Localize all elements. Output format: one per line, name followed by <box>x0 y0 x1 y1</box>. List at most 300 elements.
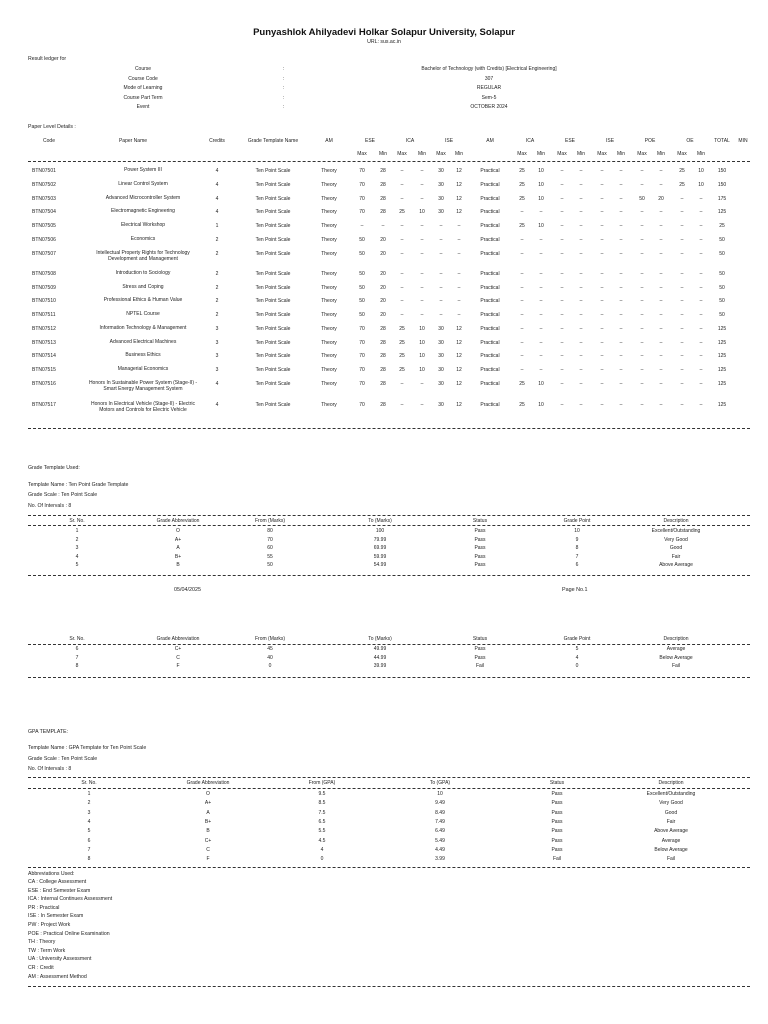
paper-mark: – <box>659 285 663 291</box>
paper-am-2: Practical <box>480 381 500 387</box>
paper-credits: 2 <box>215 271 219 277</box>
paper-name: Intellectual Property Rights for Technology Development and Management <box>96 250 190 262</box>
paper-mark: – <box>420 223 424 229</box>
paper-name: Professional Ethics & Human Value <box>103 297 183 303</box>
gpa-header-cell: Description <box>658 780 684 786</box>
paper-mark: – <box>600 271 604 277</box>
grade-row <box>0 528 768 536</box>
paper-mark: – <box>560 209 564 215</box>
grade-cell: C+ <box>174 646 182 652</box>
paper-mark: – <box>600 237 604 243</box>
paper-mark: – <box>579 381 583 387</box>
paper-mark: 12 <box>456 196 462 202</box>
paper-mark: 70 <box>359 168 365 174</box>
gpa-header-cell: From (GPA) <box>308 780 336 786</box>
grade-cell: 2 <box>75 536 79 543</box>
paper-mark: 10 <box>419 326 425 332</box>
paper-mark: – <box>539 298 543 304</box>
paper-am-2: Practical <box>480 237 500 243</box>
paper-am: Theory <box>321 326 337 332</box>
paper-mark: – <box>699 285 703 291</box>
paper-mark: – <box>400 223 404 229</box>
grade-cell: Very Good <box>664 536 688 543</box>
grade-cell: Pass <box>474 528 486 534</box>
paper-mark: – <box>640 168 644 174</box>
grade-header-cell: Grade Point <box>563 518 591 524</box>
paper-mark: 10 <box>538 168 544 174</box>
grade-cell: 8 <box>575 545 579 552</box>
paper-name: Advanced Electrical Machines <box>109 339 177 345</box>
paper-am-2: Practical <box>480 209 500 215</box>
grade-header-cell: From (Marks) <box>255 518 285 524</box>
paper-mark: – <box>619 209 623 215</box>
gpa-cell: Pass <box>551 809 563 816</box>
paper-am-2: Practical <box>480 285 500 291</box>
gpa-cell: 5.5 <box>318 828 326 835</box>
paper-mark: – <box>439 223 443 229</box>
grade-header-cell: Grade Point <box>563 636 591 642</box>
divider <box>28 525 750 526</box>
gpa-cell: 3.99 <box>435 856 445 863</box>
gpa-cell: 8 <box>87 856 91 863</box>
gpa-cell: 3 <box>87 809 91 816</box>
paper-mark: – <box>560 223 564 229</box>
paper-mark: – <box>600 168 604 174</box>
grade-cell: F <box>176 663 180 670</box>
paper-code: BTN07512 <box>32 326 56 332</box>
gpa-cell: 9.49 <box>435 800 445 807</box>
grade-template-used-label: Grade Template Used: <box>28 465 80 471</box>
grade-cell: 5 <box>575 646 579 652</box>
paper-grade-template: Ten Point Scale <box>255 168 291 174</box>
gpa-cell: 9.5 <box>318 791 326 797</box>
paper-total: 150 <box>717 168 727 174</box>
paper-code: BTN07514 <box>32 353 56 359</box>
paper-mark: 10 <box>419 353 425 359</box>
paper-mark: – <box>640 251 644 257</box>
paper-mark: 50 <box>359 285 365 291</box>
grade-header-cell: Description <box>663 636 689 642</box>
grade-header-cell: Grade Abbreviation <box>156 518 200 524</box>
paper-mark: 30 <box>438 402 444 408</box>
paper-mark: – <box>579 237 583 243</box>
paper-mark: – <box>560 237 564 243</box>
grade-template-name: Template Name : Ten Point Grade Template <box>28 482 129 488</box>
paper-mark: – <box>420 168 424 174</box>
paper-total: 125 <box>717 326 727 332</box>
separator: : <box>283 104 285 110</box>
paper-mark: – <box>400 237 404 243</box>
col-ica: ICA <box>405 138 415 144</box>
paper-mark: – <box>579 367 583 373</box>
paper-mark: – <box>579 340 583 346</box>
divider <box>28 986 750 987</box>
course-info-key: Event <box>136 104 150 110</box>
paper-mark: 25 <box>679 168 685 174</box>
course-info-row <box>0 95 768 104</box>
paper-mark: 12 <box>456 402 462 408</box>
paper-mark: – <box>600 209 604 215</box>
grade-cell: 39.99 <box>373 663 387 670</box>
paper-mark: – <box>539 285 543 291</box>
paper-name: Managerial Economics <box>117 366 169 372</box>
paper-mark: – <box>579 271 583 277</box>
gpa-template-title: GPA TEMPLATE: <box>28 729 69 735</box>
paper-mark: – <box>680 223 684 229</box>
paper-mark: – <box>659 340 663 346</box>
paper-mark: 28 <box>380 209 386 215</box>
divider <box>28 161 750 162</box>
abbreviations-title: Abbreviations Used: <box>28 871 75 877</box>
paper-mark: – <box>699 196 703 202</box>
university-url: URL: sus.ac.in <box>367 39 401 45</box>
paper-mark: – <box>699 237 703 243</box>
grade-cell: 44.99 <box>373 654 387 661</box>
paper-mark: – <box>640 367 644 373</box>
paper-mark: – <box>560 326 564 332</box>
grade-cell: C <box>176 654 180 661</box>
paper-am-2: Practical <box>480 402 500 408</box>
paper-code: BTN07513 <box>32 340 56 346</box>
grade-cell: 50 <box>267 562 273 569</box>
paper-mark: 28 <box>380 196 386 202</box>
paper-mark: – <box>659 237 663 243</box>
max-min-label: Min <box>378 151 388 157</box>
course-info-row <box>0 66 768 75</box>
paper-credits: 2 <box>215 298 219 304</box>
max-min-label: Max <box>557 151 567 157</box>
paper-mark: 30 <box>438 367 444 373</box>
course-info-value: REGULAR <box>476 85 502 91</box>
paper-mark: 10 <box>538 196 544 202</box>
paper-am-2: Practical <box>480 196 500 202</box>
paper-mark: – <box>659 271 663 277</box>
grade-header-cell: From (Marks) <box>255 636 285 642</box>
grade-cell: 5 <box>75 562 79 569</box>
grade-cell: Pass <box>474 553 486 560</box>
paper-code: BTN07502 <box>32 182 56 188</box>
max-min-label: Min <box>536 151 546 157</box>
paper-am: Theory <box>321 168 337 174</box>
paper-mark: – <box>619 196 623 202</box>
paper-am: Theory <box>321 285 337 291</box>
grade-row <box>0 537 768 545</box>
grade-cell: 6 <box>575 562 579 569</box>
paper-name: Business Ethics <box>125 352 161 358</box>
paper-mark: – <box>619 367 623 373</box>
grade-cell: Fair <box>671 553 681 560</box>
paper-grade-template: Ten Point Scale <box>255 223 291 229</box>
paper-credits: 3 <box>215 353 219 359</box>
paper-mark: – <box>457 285 461 291</box>
gpa-cell: 7.49 <box>435 818 445 825</box>
paper-mark: – <box>457 223 461 229</box>
paper-mark: – <box>699 367 703 373</box>
grade-cell: 45 <box>267 646 273 652</box>
paper-mark: – <box>439 251 443 257</box>
paper-mark: – <box>520 326 524 332</box>
gpa-cell: 5 <box>87 828 91 835</box>
paper-mark: 12 <box>456 340 462 346</box>
paper-name: Introduction to Sociology <box>115 270 171 276</box>
abbreviation-item: ICA : Internal Continues Assessment <box>28 896 113 903</box>
paper-am: Theory <box>321 237 337 243</box>
grade-cell: 60 <box>267 545 273 552</box>
paper-mark: – <box>560 340 564 346</box>
paper-grade-template: Ten Point Scale <box>255 209 291 215</box>
paper-mark: – <box>400 312 404 318</box>
paper-mark: – <box>439 237 443 243</box>
paper-mark: – <box>680 312 684 318</box>
paper-mark: – <box>439 312 443 318</box>
divider <box>28 677 750 678</box>
paper-mark: – <box>640 326 644 332</box>
paper-grade-template: Ten Point Scale <box>255 367 291 373</box>
paper-mark: – <box>699 312 703 318</box>
paper-credits: 4 <box>215 209 219 215</box>
paper-mark: 10 <box>419 209 425 215</box>
paper-am-2: Practical <box>480 251 500 257</box>
gpa-cell: 8.5 <box>318 800 326 807</box>
gpa-cell: 4.49 <box>435 846 445 853</box>
paper-mark: – <box>699 298 703 304</box>
grade-cell: 7 <box>75 654 79 661</box>
paper-mark: – <box>560 298 564 304</box>
paper-am-2: Practical <box>480 298 500 304</box>
paper-mark: – <box>619 251 623 257</box>
paper-am-2: Practical <box>480 367 500 373</box>
paper-code: BTN07515 <box>32 367 56 373</box>
paper-mark: – <box>600 326 604 332</box>
grade-cell: A+ <box>174 536 182 543</box>
divider <box>28 428 750 429</box>
paper-mark: 28 <box>380 353 386 359</box>
paper-mark: – <box>400 168 404 174</box>
paper-mark: – <box>520 367 524 373</box>
paper-mark: – <box>659 168 663 174</box>
paper-mark: 50 <box>639 196 645 202</box>
paper-mark: – <box>680 402 684 408</box>
gpa-grade-scale: Grade Scale : Ten Point Scale <box>28 756 98 762</box>
paper-mark: 10 <box>698 168 704 174</box>
gpa-row <box>0 828 768 836</box>
abbreviation-item: POE : Practical Online Examination <box>28 930 110 937</box>
paper-mark: – <box>600 402 604 408</box>
paper-mark: – <box>560 312 564 318</box>
paper-mark: – <box>699 271 703 277</box>
gpa-cell: 4 <box>87 818 91 825</box>
paper-mark: 70 <box>359 367 365 373</box>
paper-mark: – <box>619 381 623 387</box>
gpa-cell: 6.49 <box>435 828 445 835</box>
grade-row <box>0 663 768 671</box>
separator: : <box>283 75 285 82</box>
grade-cell: 49.99 <box>373 646 387 652</box>
col-grade-template: Grade Template Name <box>247 138 299 144</box>
paper-credits: 3 <box>215 326 219 332</box>
paper-mark: – <box>680 298 684 304</box>
paper-credits: 2 <box>215 312 219 318</box>
col-oe: OE <box>686 138 694 144</box>
paper-mark: – <box>579 182 583 188</box>
paper-total: 175 <box>717 196 727 202</box>
gpa-cell: Above Average <box>654 828 688 835</box>
paper-mark: – <box>560 402 564 408</box>
paper-mark: 70 <box>359 196 365 202</box>
grade-cell: Fail <box>671 663 681 670</box>
paper-mark: 70 <box>359 209 365 215</box>
grade-cell: 6 <box>75 646 79 652</box>
course-info-key: Course Code <box>128 75 158 82</box>
divider <box>28 777 750 778</box>
paper-mark: – <box>659 402 663 408</box>
paper-code: BTN07517 <box>32 402 56 408</box>
paper-mark: – <box>439 298 443 304</box>
abbreviation-item: TW : Term Work <box>28 947 66 954</box>
paper-grade-template: Ten Point Scale <box>255 271 291 277</box>
grade-cell: Pass <box>474 646 486 652</box>
paper-mark: 25 <box>399 367 405 373</box>
max-min-label: Min <box>576 151 586 157</box>
gpa-cell: Pass <box>551 800 563 807</box>
course-info-key: Mode of Learning <box>123 85 163 91</box>
grade-cell: 79.99 <box>373 536 387 543</box>
paper-mark: 28 <box>380 340 386 346</box>
col-ese-2: ESE <box>564 138 575 144</box>
paper-total: 150 <box>717 182 727 188</box>
paper-mark: – <box>619 353 623 359</box>
grade-cell: Pass <box>474 562 486 569</box>
gpa-header-cell: Sr. No. <box>81 780 97 786</box>
course-info-value: OCTOBER 2024 <box>470 104 508 110</box>
grade-cell: 0 <box>268 663 272 670</box>
paper-mark: – <box>680 251 684 257</box>
separator: : <box>283 85 285 91</box>
paper-mark: 50 <box>359 312 365 318</box>
paper-mark: – <box>400 182 404 188</box>
grade-cell: 54.99 <box>373 562 387 569</box>
paper-mark: 25 <box>519 168 525 174</box>
grade-cell: 4 <box>75 553 79 560</box>
gpa-cell: Fail <box>666 856 676 863</box>
gpa-cell: Very Good <box>659 800 683 807</box>
paper-mark: – <box>579 402 583 408</box>
grade-cell: B+ <box>174 553 182 560</box>
divider <box>28 644 750 645</box>
paper-mark: – <box>539 340 543 346</box>
paper-mark: – <box>400 402 404 408</box>
paper-mark: – <box>579 168 583 174</box>
paper-mark: – <box>520 271 524 277</box>
paper-mark: 12 <box>456 168 462 174</box>
paper-am: Theory <box>321 340 337 346</box>
paper-mark: – <box>619 237 623 243</box>
paper-credits: 2 <box>215 285 219 291</box>
paper-mark: – <box>699 251 703 257</box>
paper-mark: – <box>420 182 424 188</box>
gpa-cell: 1 <box>87 791 91 797</box>
paper-mark: 28 <box>380 381 386 387</box>
course-info-key: Course <box>134 66 152 72</box>
paper-mark: – <box>400 251 404 257</box>
paper-credits: 3 <box>215 367 219 373</box>
paper-mark: – <box>640 312 644 318</box>
paper-name: Power System III <box>124 167 162 173</box>
col-ise-2: ISE <box>605 138 615 144</box>
paper-name: Electromagnetic Engineering <box>111 208 175 214</box>
gpa-cell: 6 <box>87 837 91 844</box>
paper-am: Theory <box>321 251 337 257</box>
gpa-header-cell: To (GPA) <box>429 780 451 786</box>
paper-mark: 12 <box>456 353 462 359</box>
paper-mark: – <box>600 196 604 202</box>
paper-code: BTN07503 <box>32 196 56 202</box>
grade-cell: 70 <box>267 536 273 543</box>
paper-mark: 20 <box>658 196 664 202</box>
paper-mark: – <box>659 209 663 215</box>
paper-grade-template: Ten Point Scale <box>255 285 291 291</box>
paper-total: 125 <box>717 367 727 373</box>
gpa-header-cell: Status <box>549 780 565 786</box>
paper-mark: 28 <box>380 326 386 332</box>
col-min: MIN <box>738 138 748 144</box>
paper-mark: – <box>600 223 604 229</box>
paper-mark: 30 <box>438 182 444 188</box>
paper-am: Theory <box>321 271 337 277</box>
paper-mark: – <box>560 182 564 188</box>
divider <box>28 575 750 576</box>
paper-total: 50 <box>719 271 725 277</box>
max-min-label: Max <box>357 151 367 157</box>
paper-mark: – <box>619 298 623 304</box>
grade-row <box>0 554 768 562</box>
paper-mark: – <box>520 312 524 318</box>
paper-total: 50 <box>719 312 725 318</box>
paper-mark: – <box>520 285 524 291</box>
paper-mark: 12 <box>456 209 462 215</box>
paper-mark: 10 <box>419 367 425 373</box>
paper-am: Theory <box>321 182 337 188</box>
paper-mark: – <box>619 223 623 229</box>
grade-cell: Pass <box>474 654 486 661</box>
paper-grade-template: Ten Point Scale <box>255 340 291 346</box>
paper-mark: – <box>400 285 404 291</box>
paper-mark: 25 <box>399 340 405 346</box>
grade-cell: Good <box>669 545 683 552</box>
grade-header-cell: To (Marks) <box>368 636 392 642</box>
paper-am: Theory <box>321 353 337 359</box>
paper-code: BTN07505 <box>32 223 56 229</box>
paper-mark: – <box>420 402 424 408</box>
paper-mark: 25 <box>519 402 525 408</box>
paper-mark: 70 <box>359 326 365 332</box>
course-info-row <box>0 104 768 113</box>
course-info-value: Sem-5 <box>481 94 497 101</box>
abbreviation-item: PR : Practical <box>28 904 60 911</box>
col-ise: ISE <box>444 138 454 144</box>
col-poe: POE <box>644 138 656 144</box>
paper-mark: – <box>400 196 404 202</box>
paper-credits: 4 <box>215 196 219 202</box>
paper-mark: 10 <box>538 223 544 229</box>
col-am-2: AM <box>486 138 494 144</box>
gpa-cell: C+ <box>204 837 212 844</box>
grade-row <box>0 545 768 553</box>
paper-mark: – <box>579 312 583 318</box>
paper-mark: – <box>699 353 703 359</box>
paper-mark: – <box>659 367 663 373</box>
paper-mark: – <box>600 182 604 188</box>
